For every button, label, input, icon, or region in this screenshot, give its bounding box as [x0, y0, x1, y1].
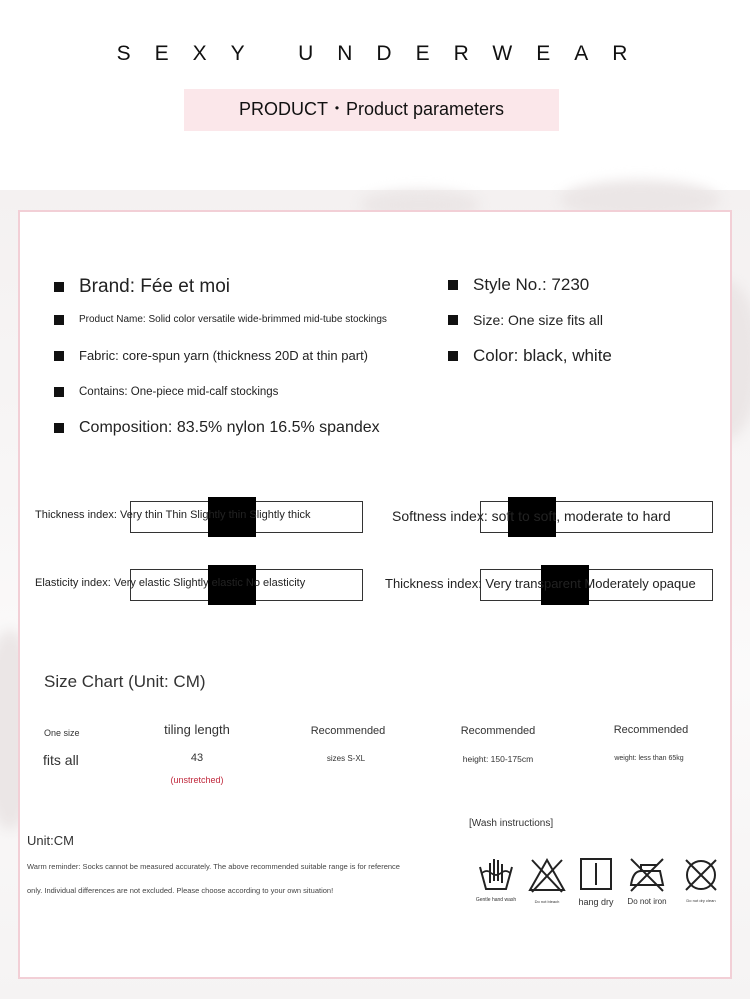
size-chart-note-2: (unstretched) — [170, 775, 224, 785]
wash-caption-3: hang dry — [578, 897, 614, 907]
param-composition: Composition: 83.5% nylon 16.5% spandex — [54, 419, 380, 437]
bullet-square-icon — [54, 315, 64, 325]
size-chart-head-1: One size — [44, 728, 80, 738]
size-chart-val-3: sizes S-XL — [326, 754, 366, 763]
bullet-square-icon — [448, 351, 458, 361]
bullet-square-icon — [448, 280, 458, 290]
no-dry-clean-icon — [681, 855, 721, 895]
bullet-square-icon — [54, 423, 64, 433]
param-style-no: Style No.: 7230 — [448, 275, 589, 295]
param-product-name: Product Name: Solid color versatile wide-brimmed mid-tube stockings — [54, 314, 387, 325]
bullet-square-icon — [54, 387, 64, 397]
no-iron-icon — [627, 855, 667, 895]
no-bleach-icon — [527, 855, 567, 895]
warm-reminder-line-1: Warm reminder: Socks cannot be measured accurately. The above recommended suitable range is for reference — [27, 862, 400, 871]
size-chart-title: Size Chart (Unit: CM) — [44, 672, 206, 691]
param-brand: Brand: Fée et moi — [54, 276, 230, 298]
unit-label: Unit:CM — [27, 833, 74, 848]
wash-caption-5: Do not dry clean — [686, 898, 716, 903]
wash-instructions-title: [Wash instructions] — [469, 818, 554, 829]
softness-index-label: Softness index: soft to soft, moderate to hard — [392, 508, 671, 524]
bullet-square-icon — [54, 282, 64, 292]
size-chart-head-2: tiling length — [164, 722, 230, 737]
warm-reminder-line-2: only. Individual differences are not excluded. Please choose according to your own situation! — [27, 886, 334, 895]
size-chart-val-1: fits all — [43, 752, 79, 768]
hand-wash-icon — [476, 855, 516, 895]
wash-caption-2: Do not bleach — [534, 899, 560, 904]
bullet-square-icon — [448, 315, 458, 325]
elasticity-index-label: Elasticity index: Very elastic Slightly elastic No elasticity — [35, 577, 306, 589]
wash-caption-1: Gentle hand wash — [475, 897, 517, 903]
param-color: Color: black, white — [448, 346, 612, 366]
subtitle-text: PRODUCT・Product parameters — [238, 99, 505, 119]
size-chart-val-2: 43 — [190, 752, 204, 764]
header — [0, 0, 750, 190]
transparency-index-label: Thickness index: Very transparent Moderately opaque — [385, 576, 696, 591]
param-contains: Contains: One-piece mid-calf stockings — [54, 386, 278, 398]
param-fabric: Fabric: core-spun yarn (thickness 20D at thin part) — [54, 348, 368, 363]
hang-dry-icon — [576, 855, 616, 895]
thickness-index-label: Thickness index: Very thin Thin Slightly thin Slightly thick — [35, 509, 311, 521]
page-title: SEXY UNDERWEAR — [116, 42, 652, 65]
size-chart-val-5: weight: less than 65kg — [614, 755, 684, 762]
size-chart-val-4: height: 150-175cm — [462, 754, 534, 764]
bullet-square-icon — [54, 351, 64, 361]
size-chart-head-5: Recommended — [613, 724, 689, 736]
subtitle-banner — [184, 89, 559, 131]
param-size: Size: One size fits all — [448, 312, 603, 328]
size-chart-head-3: Recommended — [310, 725, 386, 737]
wash-caption-4: Do not iron — [627, 897, 667, 906]
size-chart-head-4: Recommended — [460, 725, 536, 737]
